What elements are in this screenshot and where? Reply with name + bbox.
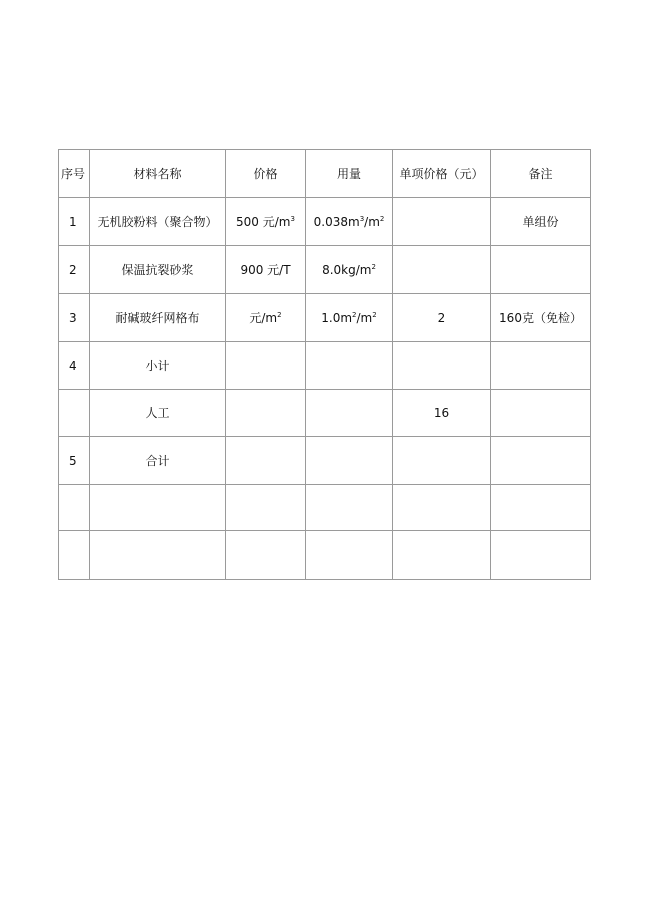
cell-seq [59,198,90,246]
cell-price [226,437,306,485]
cell-usage [306,198,393,246]
cell-material-name [90,294,226,342]
cell-remarks [491,342,591,390]
cell-text: 人工 [145,406,170,420]
cell-text: 元/m [249,310,278,325]
cell-price [226,531,306,580]
header-remarks: 备注 [491,150,591,198]
cell-material-name [90,531,226,580]
cell-text: 3 [69,310,77,325]
cell-remarks [491,246,591,294]
cell-text: 2 [69,262,77,277]
table-row [59,485,591,531]
cell-text: 单组份 [522,214,559,229]
unit-exponent: 2 [372,310,377,319]
cell-item-price [393,198,491,246]
materials-cost-table [58,149,591,580]
cell-remarks [491,485,591,531]
cell-text: 合计 [145,453,170,468]
cell-text: /m [356,310,373,325]
cell-seq [59,437,90,485]
cell-item-price [393,531,491,580]
table-row [59,294,591,342]
cell-usage [306,294,393,342]
cell-seq [59,246,90,294]
cell-item-price [393,246,491,294]
cell-remarks [491,437,591,485]
cell-usage [306,390,393,437]
unit-exponent: 2 [352,310,357,319]
table-row [59,198,591,246]
unit-exponent: 3 [359,214,365,223]
cell-remarks [491,390,591,437]
table-row [59,531,591,580]
cell-text: 900 元/T [240,262,291,277]
cell-material-name [90,485,226,531]
unit-exponent: 2 [371,262,376,271]
cell-material-name [90,198,226,246]
cell-price [226,294,306,342]
table-row [59,390,591,437]
cell-price [226,342,306,390]
unit-exponent: 2 [277,310,282,319]
cell-text: 保温抗裂砂浆 [121,262,194,277]
cell-remarks [491,198,591,246]
cell-item-price [393,485,491,531]
cell-seq [59,390,90,437]
cell-price [226,198,306,246]
header-usage: 用量 [306,150,393,198]
cell-text: 1 [69,214,77,229]
header-seq: 序号 [59,150,90,198]
cell-item-price [393,437,491,485]
cell-price [226,485,306,531]
header-price: 价格 [226,150,306,198]
cell-material-name [90,246,226,294]
unit-exponent: 2 [379,214,385,223]
cell-text: 1.0m [321,310,353,325]
cell-item-price [393,342,491,390]
cell-text: 160克（免检） [499,310,582,325]
cell-usage [306,342,393,390]
header-item-price: 单项价格（元） [393,150,491,198]
cell-seq [59,294,90,342]
cell-text: 小计 [145,358,170,373]
cell-seq [59,485,90,531]
cell-material-name [90,342,226,390]
cell-text: 500 元/m [236,214,291,229]
cell-text: /m [364,214,380,229]
cell-text: 2 [437,310,446,325]
cell-price [226,246,306,294]
table-row [59,437,591,485]
table-body [59,150,591,580]
cell-text: 16 [433,406,450,420]
cell-item-price [393,294,491,342]
cell-text: 0.038m [313,214,360,229]
cell-text: 4 [69,358,77,373]
cell-seq [59,342,90,390]
table-row [59,342,591,390]
cell-usage [306,246,393,294]
cell-material-name [90,437,226,485]
cell-price [226,390,306,437]
cell-text: 5 [69,453,77,468]
table-row [59,246,591,294]
cell-seq [59,531,90,580]
unit-exponent: 3 [290,214,295,223]
cell-remarks [491,531,591,580]
cell-text: 无机胶粉料（聚合物） [97,214,218,229]
cell-usage [306,437,393,485]
cell-text: 耐碱玻纤网格布 [115,310,200,325]
cell-material-name [90,390,226,437]
header-material-name: 材料名称 [90,150,226,198]
cell-item-price [393,390,491,437]
cell-usage [306,485,393,531]
cell-usage [306,531,393,580]
cell-remarks [491,294,591,342]
cell-text: 8.0kg/m [322,262,372,277]
table-header-row [59,150,591,198]
